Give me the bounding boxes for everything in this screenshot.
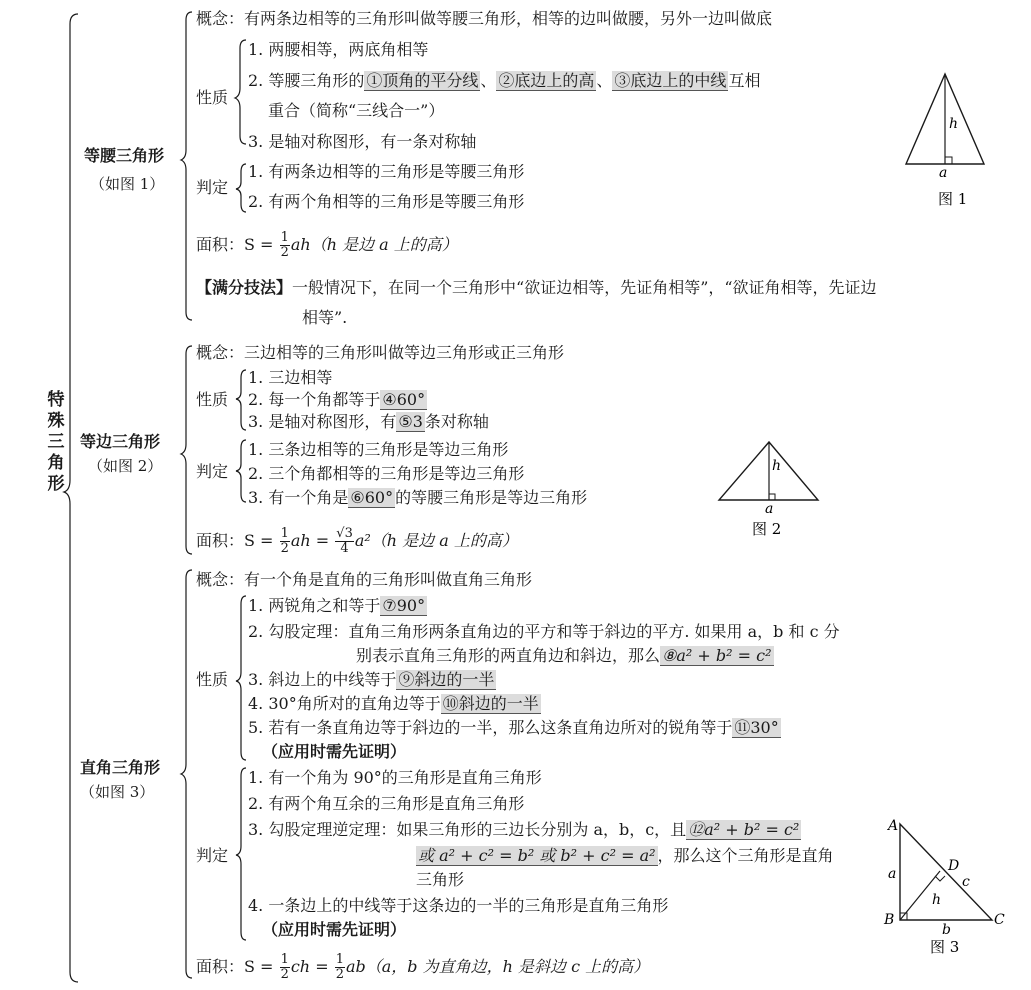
right-prop5-note: （应用时需先证明） <box>262 742 407 761</box>
judge-text: 的等腰三角形是等边三角形 <box>395 488 588 507</box>
fig3-label-A: A <box>888 818 899 834</box>
fraction-den: 4 <box>340 541 349 556</box>
judge-text: 3. 勾股定理逆定理：如果三角形的三边长分别为 a，b，c，且 <box>248 820 687 839</box>
right-prop3 <box>248 670 496 690</box>
figure-2 <box>714 440 824 540</box>
equilateral-prop3 <box>248 412 489 432</box>
area-label: 面积：S = <box>196 531 274 550</box>
isosceles-tip-line2: 相等”. <box>302 308 348 327</box>
right-answer-10: ⑩斜边的一半 <box>442 694 539 713</box>
prop-text: 条对称轴 <box>424 412 489 431</box>
prop-text: 别表示直角三角形的两直角边和斜边，那么 <box>356 646 661 665</box>
main-title-char: 特 <box>47 390 65 410</box>
fraction <box>335 953 345 982</box>
fraction-den: 2 <box>280 967 289 982</box>
prop-text: 3. 是轴对称图形，有 <box>248 412 397 431</box>
fig1-label-a: a <box>939 165 948 181</box>
right-answer-12-cont: 或 a² + c² = b² 或 b² + c² = a² <box>418 846 656 865</box>
area-formula: ah = <box>290 531 330 550</box>
separator: 、 <box>596 71 613 90</box>
main-title-char: 形 <box>47 474 65 494</box>
isosceles-prop2-post: 互相 <box>728 71 761 90</box>
fig1-right-angle <box>945 157 952 164</box>
fig2-right-angle <box>769 494 775 500</box>
fig3-caption: 图 3 <box>930 938 960 956</box>
fig3-triangle <box>900 824 992 920</box>
isosceles-prop2 <box>248 71 760 91</box>
equilateral-answer-5: ⑤3 <box>398 412 423 431</box>
figure-3 <box>880 814 1020 964</box>
isosceles-concept: 概念：有两条边相等的三角形叫做等腰三角形，相等的边叫做腰，另外一边叫做底 <box>196 9 773 28</box>
fraction <box>280 231 290 260</box>
equilateral-judge-label: 判定 <box>196 462 229 481</box>
isosceles-prop2-pre: 2. 等腰三角形的 <box>248 71 365 90</box>
right-prop2-line1: 2. 勾股定理：直角三角形两条直角边的平方和等于斜边的平方. 如果用 a，b 和 c 分 <box>248 622 840 641</box>
right-judge3-line2 <box>416 846 834 866</box>
isosceles-title: 等腰三角形 <box>84 146 165 165</box>
right-answer-12: ⑫a² + b² = c² <box>688 820 800 839</box>
tip-label: 【满分技法】 <box>196 278 293 297</box>
right-judge4: 4. 一条边上的中线等于这条边的一半的三角形是直角三角形 <box>248 896 669 915</box>
equilateral-judge2: 2. 三个角都相等的三角形是等边三角形 <box>248 464 525 483</box>
area-formula: ab（a，b 为直角边，h 是斜边 c 上的高） <box>345 957 650 976</box>
fraction-num: 1 <box>335 952 344 967</box>
fig3-label-b: b <box>942 922 951 938</box>
fig2-caption: 图 2 <box>752 520 782 538</box>
area-formula: ah（h 是边 a 上的高） <box>290 235 458 254</box>
fig3-label-c: c <box>962 874 970 890</box>
main-title <box>46 390 66 495</box>
right-answer-9: ⑨斜边的一半 <box>398 670 495 689</box>
equilateral-fig-ref: （如图 2） <box>88 457 163 475</box>
prop-text: 2. 每一个角都等于 <box>248 390 381 409</box>
fraction <box>335 527 354 556</box>
fraction <box>280 527 290 556</box>
equilateral-prop-label: 性质 <box>196 390 229 409</box>
prop-text: 3. 斜边上的中线等于 <box>248 670 397 689</box>
judge-text: 3. 有一个角是 <box>248 488 349 507</box>
fraction-num: 1 <box>280 230 289 245</box>
fig2-label-h: h <box>772 458 782 474</box>
tip-text: 一般情况下，在同一个三角形中“欲证边相等，先证角相等”，“欲证角相等，先证边 <box>292 278 877 297</box>
fig3-label-C: C <box>994 912 1005 928</box>
equilateral-concept: 概念：三边相等的三角形叫做等边三角形或正三角形 <box>196 343 565 362</box>
right-area <box>196 948 649 986</box>
right-answer-7: ⑦90° <box>382 596 426 615</box>
equilateral-area <box>196 522 518 560</box>
fig3-label-a: a <box>888 866 897 882</box>
isosceles-fig-ref: （如图 1） <box>90 175 165 193</box>
fraction-num: √3 <box>336 526 353 541</box>
right-judge2: 2. 有两个角互余的三角形是直角三角形 <box>248 794 525 813</box>
equilateral-prop1: 1. 三边相等 <box>248 368 333 387</box>
right-fig-ref: （如图 3） <box>80 783 155 801</box>
prop-text: 1. 两锐角之和等于 <box>248 596 381 615</box>
isosceles-area <box>196 226 458 264</box>
area-label: 面积：S = <box>196 235 274 254</box>
fraction <box>280 953 290 982</box>
fraction-den: 2 <box>280 541 289 556</box>
isosceles-judge-label: 判定 <box>196 178 229 197</box>
fraction-num: 1 <box>280 526 289 541</box>
right-prop5 <box>248 718 781 738</box>
right-judge1: 1. 有一个角为 90°的三角形是直角三角形 <box>248 768 542 787</box>
area-label: 面积：S = <box>196 957 274 976</box>
right-prop2-line2 <box>356 646 774 666</box>
isosceles-prop1: 1. 两腰相等，两底角相等 <box>248 40 429 59</box>
isosceles-prop3: 3. 是轴对称图形，有一条对称轴 <box>248 132 477 151</box>
area-formula: ch = <box>290 957 329 976</box>
judge-text: ，那么这个三角形是直角 <box>657 846 834 865</box>
right-answer-8: ⑧a² + b² = c² <box>662 646 772 665</box>
right-judge4-note: （应用时需先证明） <box>262 920 407 939</box>
right-concept: 概念：有一个角是直角的三角形叫做直角三角形 <box>196 570 533 589</box>
fig3-right-angle-D <box>935 876 945 881</box>
main-title-char: 角 <box>47 453 65 473</box>
fig1-label-h: h <box>949 116 959 132</box>
equilateral-answer-6: ⑥60° <box>350 488 394 507</box>
right-answer-11: ⑪30° <box>734 718 779 737</box>
isosceles-answer-3: ③底边上的中线 <box>614 71 727 90</box>
right-judge3-line3: 三角形 <box>416 870 465 889</box>
prop-text: 4. 30°角所对的直角边等于 <box>248 694 441 713</box>
fraction-den: 2 <box>280 245 289 260</box>
isosceles-prop-label: 性质 <box>196 88 229 107</box>
main-title-char: 三 <box>47 432 65 452</box>
isosceles-tip <box>196 278 877 298</box>
separator: 、 <box>480 71 497 90</box>
right-judge3 <box>248 820 801 840</box>
fig2-label-a: a <box>765 501 774 517</box>
right-judge-label: 判定 <box>196 846 229 865</box>
area-formula: a²（h 是边 a 上的高） <box>354 531 518 550</box>
isosceles-answer-2: ②底边上的高 <box>498 71 595 90</box>
equilateral-judge1: 1. 三条边相等的三角形是等边三角形 <box>248 440 509 459</box>
fig1-caption: 图 1 <box>938 190 968 208</box>
right-prop1 <box>248 596 427 616</box>
fig3-label-B: B <box>884 912 895 928</box>
main-title-char: 殊 <box>47 411 65 431</box>
equilateral-answer-4: ④60° <box>382 390 426 409</box>
right-title: 直角三角形 <box>80 758 161 777</box>
isosceles-prop2-line2: 重合（简称“三线合一”） <box>268 101 445 120</box>
isosceles-judge2: 2. 有两个角相等的三角形是等腰三角形 <box>248 192 525 211</box>
figure-1 <box>898 70 1008 210</box>
right-prop4 <box>248 694 541 714</box>
fraction-num: 1 <box>280 952 289 967</box>
isosceles-judge1: 1. 有两条边相等的三角形是等腰三角形 <box>248 162 525 181</box>
isosceles-answer-1: ①顶角的平分线 <box>366 71 479 90</box>
prop-text: 5. 若有一条直角边等于斜边的一半，那么这条直角边所对的锐角等于 <box>248 718 733 737</box>
equilateral-judge3 <box>248 488 587 508</box>
fig3-label-h: h <box>932 892 942 908</box>
right-prop-label: 性质 <box>196 670 229 689</box>
equilateral-prop2 <box>248 390 427 410</box>
fig3-label-D: D <box>948 858 960 874</box>
fraction-den: 2 <box>335 967 344 982</box>
equilateral-title: 等边三角形 <box>80 432 161 451</box>
